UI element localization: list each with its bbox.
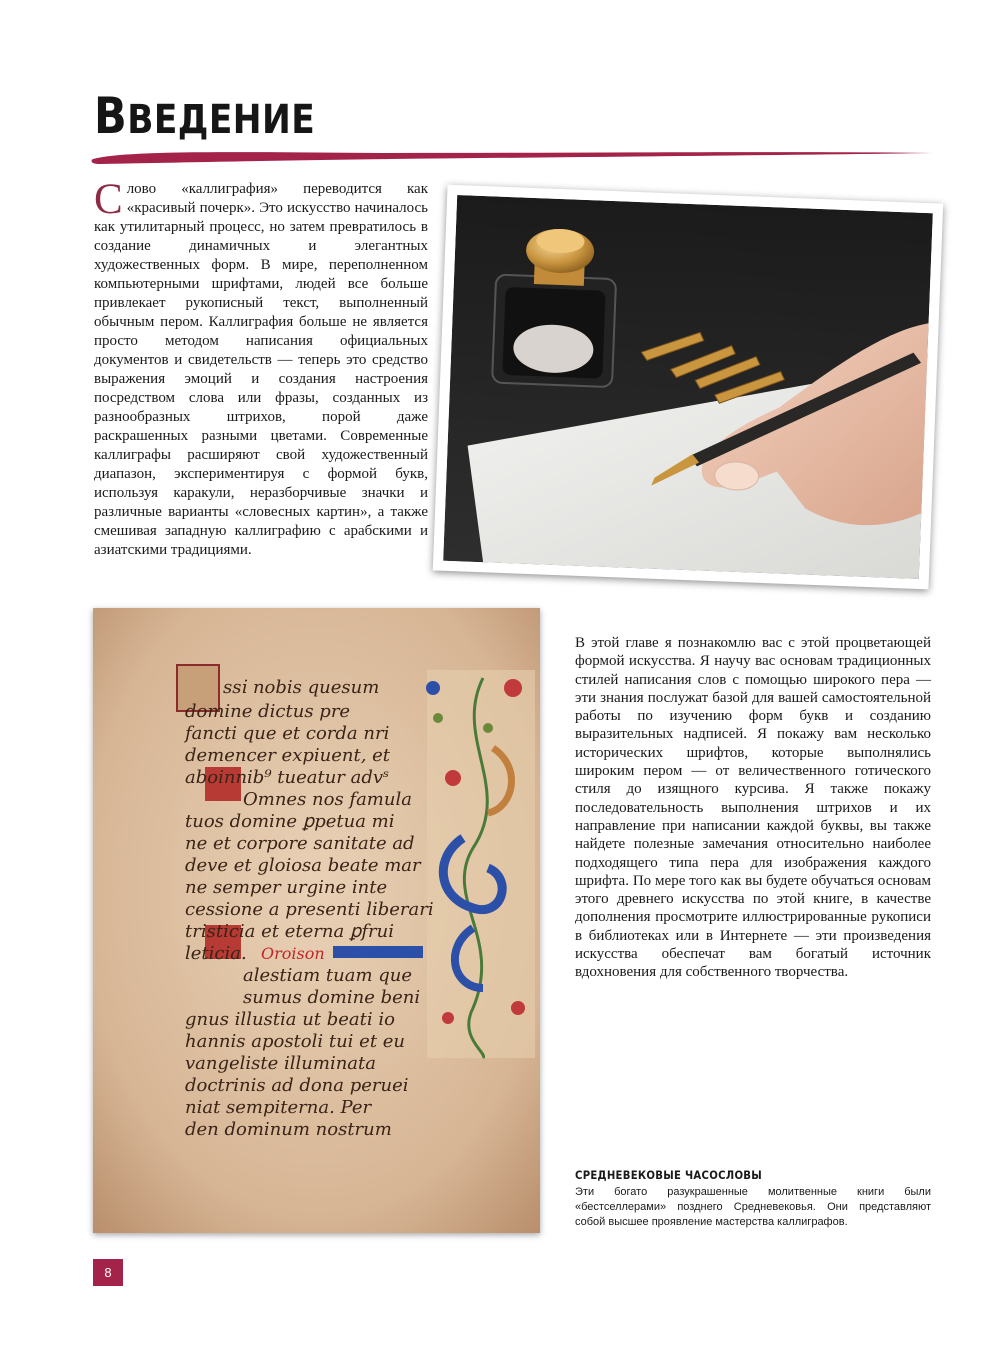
manuscript-line: Omnes nos famula <box>243 789 412 810</box>
manuscript-line: deve et gloiosa beate mar <box>185 855 421 876</box>
manuscript-line: ssi̇ nobis quesum <box>223 677 380 698</box>
page-number: 8 <box>93 1259 123 1286</box>
manuscript-line: demencer expiuent, et <box>185 745 391 766</box>
manuscript-line: tuos domine ꝑpetua mi <box>185 811 395 832</box>
drop-cap: С <box>94 176 123 223</box>
manuscript-line: hannis apostoli tui et eu <box>185 1031 406 1052</box>
manuscript-line: domine dictus pre <box>185 701 351 722</box>
manuscript-line: aboinnib⁹ tueatur advˢ <box>185 767 390 788</box>
caption-text: Эти богато разукрашенные молитвенные книги были «бестселлерами» позднего Средневековья. Они представляют собой высшее проявление мастерства каллиграфов. <box>575 1186 931 1228</box>
pen-photo-illustration <box>443 195 933 579</box>
manuscript-line: tristicia et eterna ꝑfrui <box>185 921 394 942</box>
manuscript-line: ne semper urgine inte <box>185 877 388 898</box>
manuscript-rubric: Oroison <box>261 944 325 963</box>
title-capital: В <box>94 87 128 145</box>
pen-and-ink-photo <box>433 185 943 590</box>
manuscript-line: gnus illustia ut beati io <box>185 1009 395 1030</box>
manuscript-line: niat sempiterna. Per <box>185 1097 372 1118</box>
title-brush-rule <box>90 146 935 168</box>
caption-title: СРЕДНЕВЕКОВЫЕ ЧАСОСЛОВЫ <box>575 1168 763 1182</box>
manuscript-line: ne et corpore sanitate ad <box>185 833 415 854</box>
manuscript-line: cessione a presenti liberari <box>185 899 434 920</box>
medieval-manuscript-illustration <box>93 608 540 1233</box>
manuscript-line: leticia. <box>185 943 247 964</box>
manuscript-line: sumus domine beni <box>243 987 421 1008</box>
intro-paragraph <box>94 176 428 560</box>
manuscript-line: doctrinis ad dona peruei <box>185 1075 409 1096</box>
manuscript-line: den dominum nostrum <box>185 1119 392 1140</box>
page-title <box>94 86 315 150</box>
manuscript-line: vangeliste illuminata <box>185 1053 377 1074</box>
chapter-paragraph: В этой главе я познакомлю вас с этой процветающей формой искусства. Я научу вас основам традиционных стилей написания слов с помощью широкого пера — эти знания послужат базой для вашей самостоятельной работы по изучению форм букв и созданию выразительных надписей. Я покажу вам несколько исторических шрифтов, которые выполнялись широким пером — от величественного готического стиля до изящного курсива. Я также покажу последовательность выполнения штрихов и их направление при написании каждой буквы, вы также найдете полезные замечания относительно наиболее подходящего типа пера для изображения каждого шрифта. По мере того как вы будете обучаться основам этого древнего искусства по этой книге, в качестве дополнения просмотрите иллюстрированные рукописи в библиотеках или в Интернете — эти произведения искусства обеспечат вам богатый источник вдохновения для собственного творчества. <box>575 635 931 981</box>
title-rest: ВЕДЕНИЕ <box>127 97 316 143</box>
manuscript-line: alestiam tuam que <box>243 965 413 986</box>
intro-text: лово «каллиграфия» переводится как «красивый почерк». Это искусство начиналось как утилитарный процесс, но затем превратилось в создание динамичных и элегантных художественных форм. В мире, переполненном компьютерными шрифтами, людей все больше привлекает рукописный текст, выполненный обычным пером. Каллиграфия больше не является просто методом написания официальных документов и свидетельств — теперь это средство выражения эмоций и создания настроения посредством слова или фразы, созданных из разнообразных штрихов, порой даже раскрашенных разными цветами. Современные каллиграфы расширяют свой художественный диапазон, экспериментируя с формой букв, используя каракули, неразборчивые значки и различные варианты «словесных картин», а также смешивая западную каллиграфию с арабскими и азиатскими традициями. <box>94 181 428 558</box>
manuscript-line: fancti que et corda nri <box>185 723 390 744</box>
figure-caption <box>575 1168 931 1230</box>
